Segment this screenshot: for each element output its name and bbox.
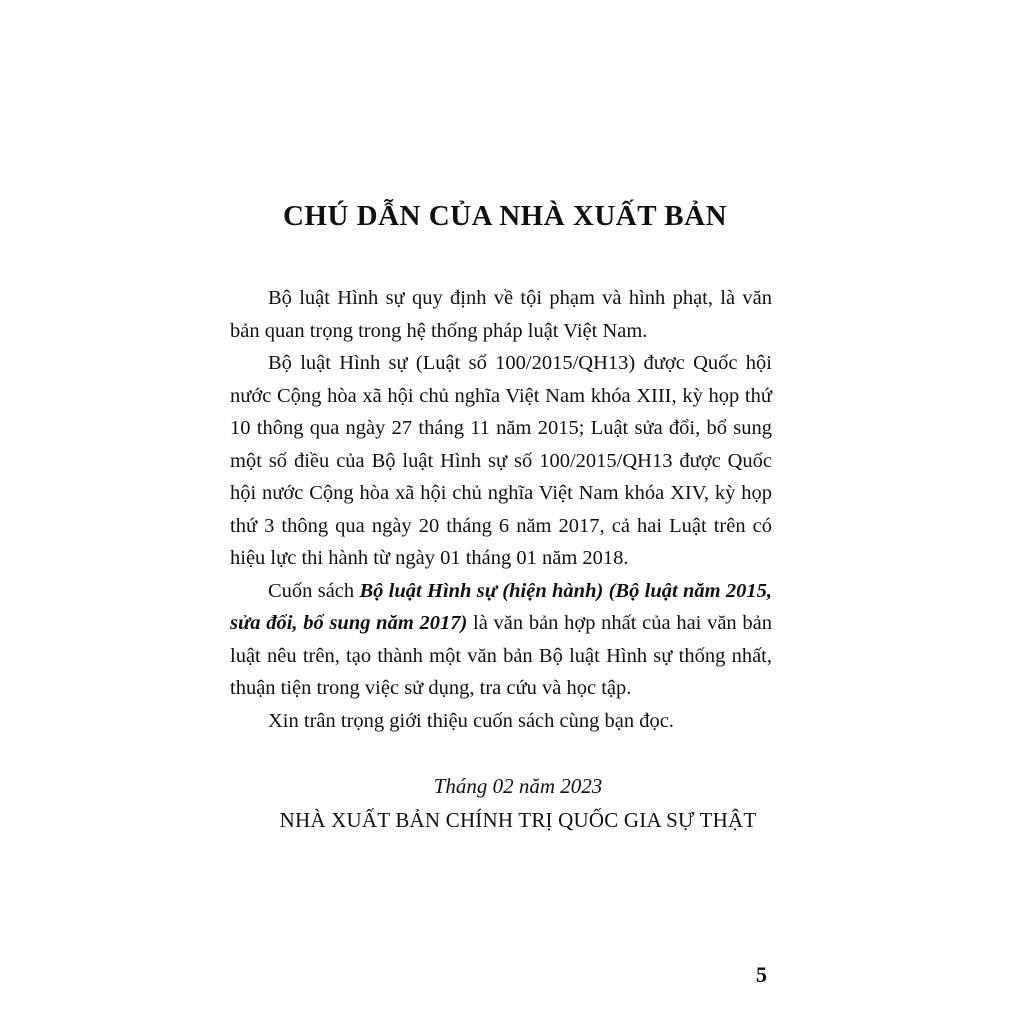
paragraph-book-suffix: là văn bản hợp nhất của hai văn bản luật nêu trên, tạo thành một văn bản Bộ luật Hình sự thống nhất, thuận tiện trong việc sử dụng, tra cứu và học tập. [230,612,772,699]
paragraph-history: Bộ luật Hình sự (Luật số 100/2015/QH13) được Quốc hội nước Cộng hòa xã hội chủ nghĩa Việt Nam khóa XIII, kỳ họp thứ 10 thông qua ngày 27 tháng 11 năm 2015; Luật sửa đổi, bổ sung một số điều của Bộ luật Hình sự số 100/2015/QH13 được Quốc hội nước Cộng hòa xã hội chủ nghĩa Việt Nam khóa XIV, kỳ họp thứ 3 thông qua ngày 20 tháng 6 năm 2017, cả hai Luật trên có hiệu lực thi hành từ ngày 01 tháng 01 năm 2018. [230,352,772,569]
book-title: Bộ luật Hình sự (hiện hành) (Bộ luật năm 2015, sửa đổi, bổ sung năm 2017) [230,579,772,634]
publisher-name: NHÀ XUẤT BẢN CHÍNH TRỊ QUỐC GIA SỰ THẬT [279,808,757,832]
paragraph-closing: Xin trân trọng giới thiệu cuốn sách cùng bạn đọc. [268,709,674,732]
page-title: CHÚ DẪN CỦA NHÀ XUẤT BẢN [282,200,728,232]
paragraph-book-prefix: Cuốn sách [268,579,360,602]
page-number: 5 [756,962,767,987]
date-line: Tháng 02 năm 2023 [433,774,603,798]
body-text [230,282,772,737]
paragraph-intro: Bộ luật Hình sự quy định về tội phạm và hình phạt, là văn bản quan trọng trong hệ thống pháp luật Việt Nam. [230,287,772,342]
paragraph-book-description [230,575,772,705]
